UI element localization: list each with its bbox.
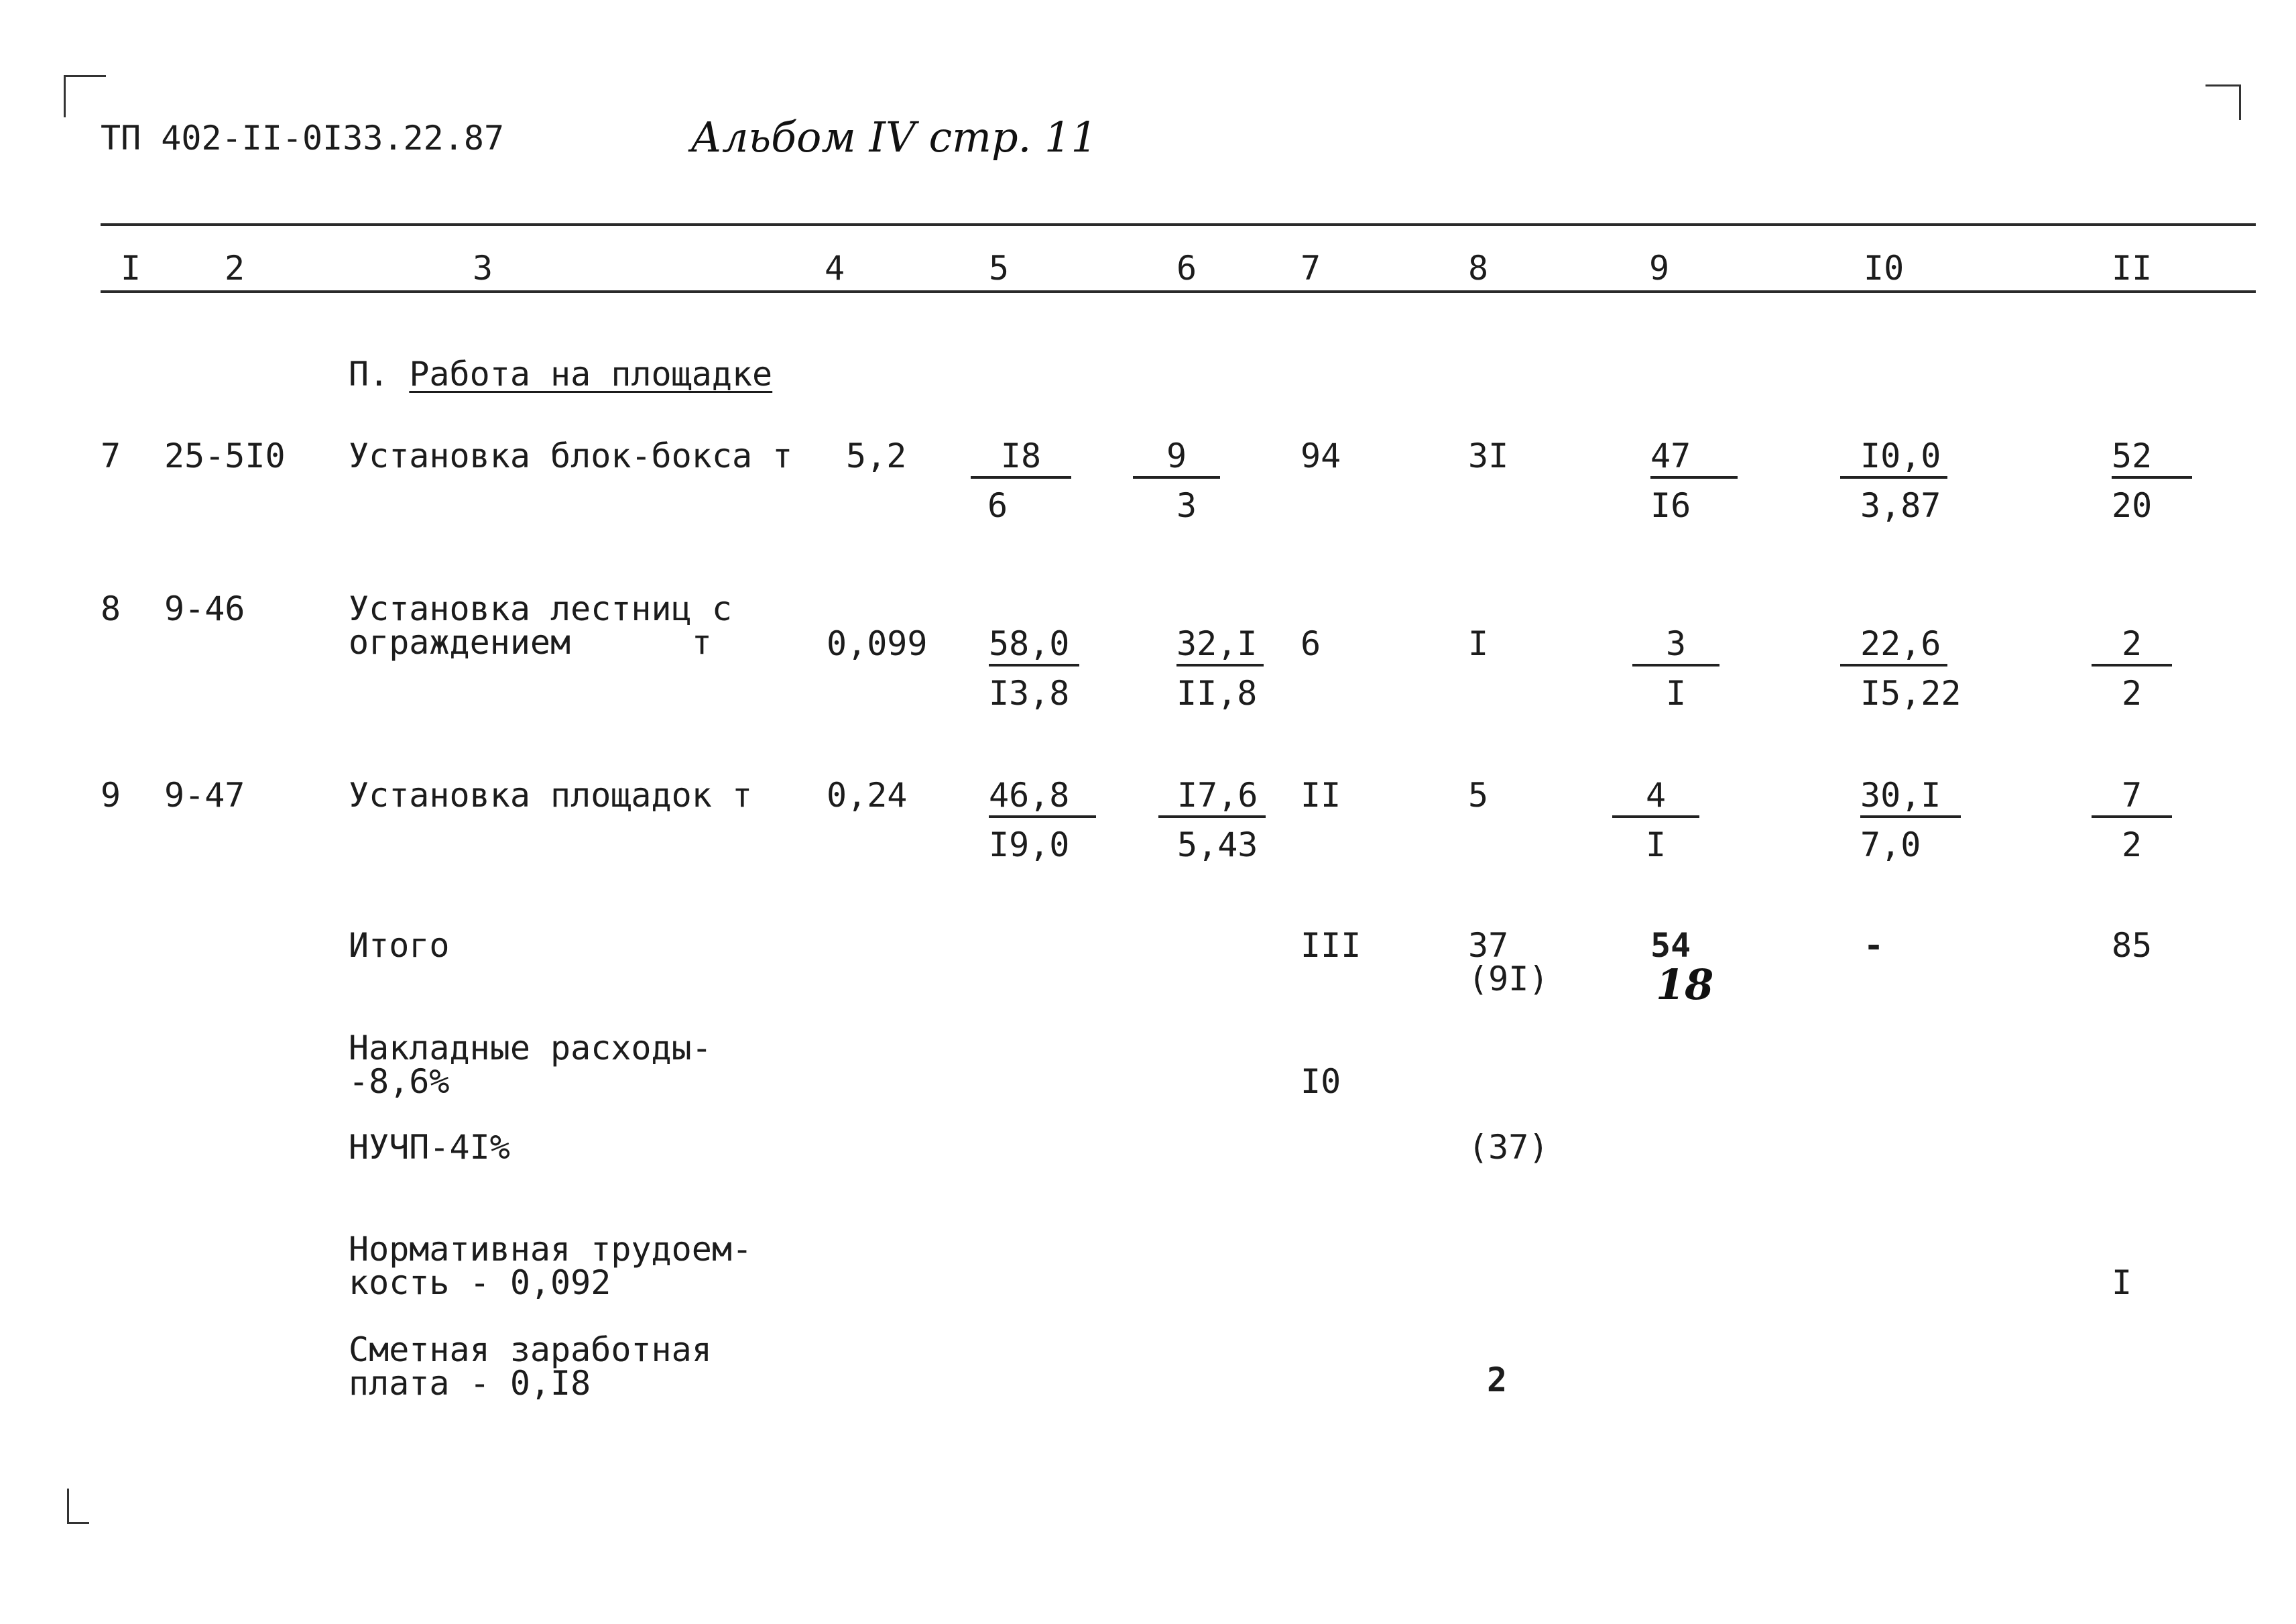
wage-label: Сметная заработная bbox=[349, 1330, 712, 1369]
totals-col8-top: 37 bbox=[1468, 926, 1509, 965]
column-header: I0 bbox=[1864, 249, 1905, 288]
column-header: 5 bbox=[989, 249, 1010, 288]
corner-mark-bottom-left bbox=[67, 1489, 89, 1524]
column-header: 3 bbox=[473, 249, 493, 288]
fraction-col9: 47 I6 bbox=[1650, 437, 1738, 524]
fraction-col9: 4 I bbox=[1612, 776, 1699, 864]
row-code: 25-5I0 bbox=[164, 437, 286, 475]
corner-mark-top-right bbox=[2206, 84, 2241, 120]
column-header: 9 bbox=[1649, 249, 1670, 288]
row-name: Установка площадок т bbox=[349, 776, 753, 815]
column-header: 6 bbox=[1176, 249, 1197, 288]
wage-label: плата - 0,I8 bbox=[349, 1364, 591, 1403]
fraction-col10: 30,I 7,0 bbox=[1860, 776, 1961, 864]
totals-col10: - bbox=[1864, 926, 1884, 965]
fraction-col10: 22,6 I5,22 bbox=[1840, 625, 1947, 712]
cell-col7: 6 bbox=[1301, 624, 1321, 663]
row-code: 9-46 bbox=[164, 589, 245, 628]
totals-label: Итого bbox=[349, 926, 450, 965]
fraction-col11: 52 20 bbox=[2112, 437, 2192, 524]
column-header: II bbox=[2112, 249, 2153, 288]
row-name: Установка блок-бокса т bbox=[349, 437, 793, 475]
fraction-col11: 2 2 bbox=[2092, 625, 2172, 712]
fraction-col6: 32,I II,8 bbox=[1176, 625, 1264, 712]
doc-code: ТП 402-II-0I33.22.87 bbox=[101, 119, 505, 158]
cell-col8: I bbox=[1468, 624, 1489, 663]
fraction-col5: 58,0 I3,8 bbox=[989, 625, 1079, 712]
fraction-col6: I7,6 5,43 bbox=[1158, 776, 1266, 864]
cell-col8: 3I bbox=[1468, 437, 1509, 475]
row-number: 8 bbox=[101, 589, 121, 628]
overhead-label: -8,6% bbox=[349, 1062, 450, 1101]
totals-col7: III bbox=[1301, 926, 1362, 965]
row-quantity: 5,2 bbox=[846, 437, 907, 475]
row-quantity: 0,099 bbox=[827, 624, 928, 663]
column-header: I bbox=[121, 249, 141, 288]
fraction-col5: I8 6 bbox=[971, 437, 1071, 524]
handwritten-note: Альбом IV стр. 11 bbox=[690, 113, 1097, 162]
column-header: 8 bbox=[1468, 249, 1489, 288]
totals-col9-bottom: 18 bbox=[1656, 960, 1714, 1009]
row-number: 9 bbox=[101, 776, 121, 815]
row-name: Установка лестниц с bbox=[349, 589, 732, 628]
row-code: 9-47 bbox=[164, 776, 245, 815]
row-quantity: 0,24 bbox=[827, 776, 908, 815]
nuchp-label: НУЧП-4I% bbox=[349, 1128, 510, 1167]
fraction-col5: 46,8 I9,0 bbox=[989, 776, 1096, 864]
header-rule-top bbox=[101, 223, 2256, 226]
header-rule-bottom bbox=[101, 290, 2256, 293]
labor-label: Нормативная трудоем- bbox=[349, 1230, 753, 1269]
nuchp-col8: (37) bbox=[1468, 1128, 1549, 1167]
column-header: 4 bbox=[825, 249, 845, 288]
cell-col7: 94 bbox=[1301, 437, 1341, 475]
totals-col8-bottom: (9I) bbox=[1468, 960, 1549, 998]
corner-mark-top-left bbox=[64, 75, 106, 117]
overhead-col7: I0 bbox=[1301, 1062, 1341, 1101]
wage-col8: 2 bbox=[1487, 1360, 1508, 1399]
fraction-col6: 9 3 bbox=[1133, 437, 1220, 524]
overhead-label: Накладные расходы- bbox=[349, 1029, 712, 1067]
section-title: П. Работа на площадке bbox=[349, 355, 773, 394]
fraction-col11: 7 2 bbox=[2092, 776, 2172, 864]
cell-col8: 5 bbox=[1468, 776, 1489, 815]
row-name: ограждением т bbox=[349, 623, 712, 662]
column-header: 2 bbox=[225, 249, 245, 288]
column-header: 7 bbox=[1301, 249, 1321, 288]
cell-col7: II bbox=[1301, 776, 1341, 815]
labor-label: кость - 0,092 bbox=[349, 1263, 611, 1302]
row-number: 7 bbox=[101, 437, 121, 475]
totals-col11: 85 bbox=[2112, 926, 2153, 965]
fraction-col9: 3 I bbox=[1632, 625, 1719, 712]
labor-col11: I bbox=[2112, 1263, 2132, 1302]
fraction-col10: I0,0 3,87 bbox=[1840, 437, 1947, 524]
totals-col9-top: 54 bbox=[1650, 926, 1691, 965]
